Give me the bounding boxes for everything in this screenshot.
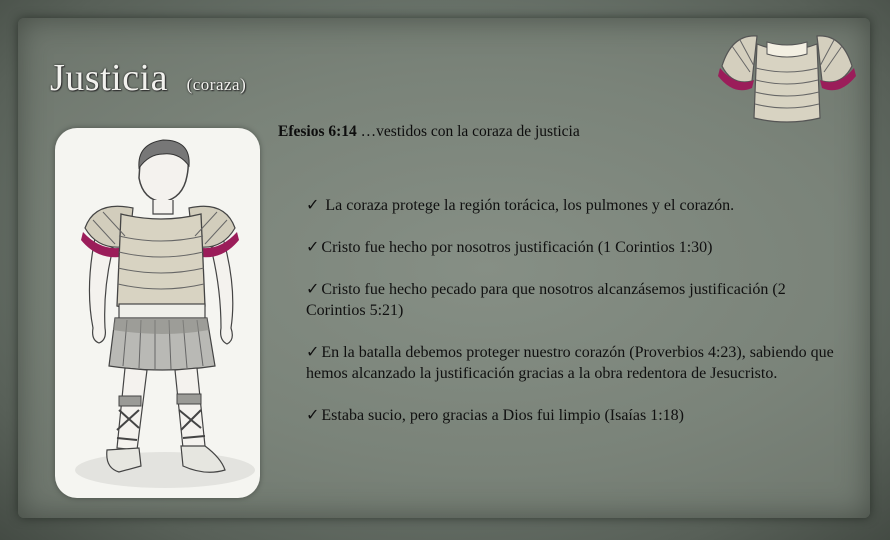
scripture-reference xyxy=(278,123,838,141)
checkmark-icon: ✓ xyxy=(306,239,320,256)
checkmark-icon: ✓ xyxy=(306,197,320,214)
bullet-point-5 xyxy=(306,405,846,426)
checkmark-icon: ✓ xyxy=(306,344,320,361)
checkmark-icon: ✓ xyxy=(306,407,320,424)
bullet-text: Cristo fue hecho por nosotros justificación (1 Corintios 1:30) xyxy=(321,239,713,256)
bullet-point-2 xyxy=(306,237,846,258)
soldier-portrait-card xyxy=(55,128,260,498)
breastplate-icon xyxy=(718,36,856,122)
bullet-text: Estaba sucio, pero gracias a Dios fui limpio (Isaías 1:18) xyxy=(321,407,684,424)
bullet-point-1 xyxy=(306,195,846,216)
bullet-list xyxy=(306,195,846,447)
breastplate-image xyxy=(712,26,862,136)
title-text: Justicia xyxy=(50,57,168,99)
bullet-text: La coraza protege la región torácica, los pulmones y el corazón. xyxy=(321,197,735,214)
bullet-point-3 xyxy=(306,279,846,321)
reference-text: …vestidos con la coraza de justicia xyxy=(356,123,580,140)
bullet-text: Cristo fue hecho pecado para que nosotros alcanzásemos justificación (2 Corintios 5:21) xyxy=(306,281,786,319)
reference-citation: Efesios 6:14 xyxy=(278,123,357,140)
bullet-text: En la batalla debemos proteger nuestro corazón (Proverbios 4:23), sabiendo que hemos alcanzado la justificación gracias a la obra redentora de Jesucristo. xyxy=(306,344,834,382)
soldier-illustration-icon xyxy=(55,128,260,498)
checkmark-icon: ✓ xyxy=(306,281,320,298)
bullet-point-4 xyxy=(306,342,846,384)
title-subtitle: (coraza) xyxy=(186,75,247,94)
slide-title xyxy=(50,55,246,100)
